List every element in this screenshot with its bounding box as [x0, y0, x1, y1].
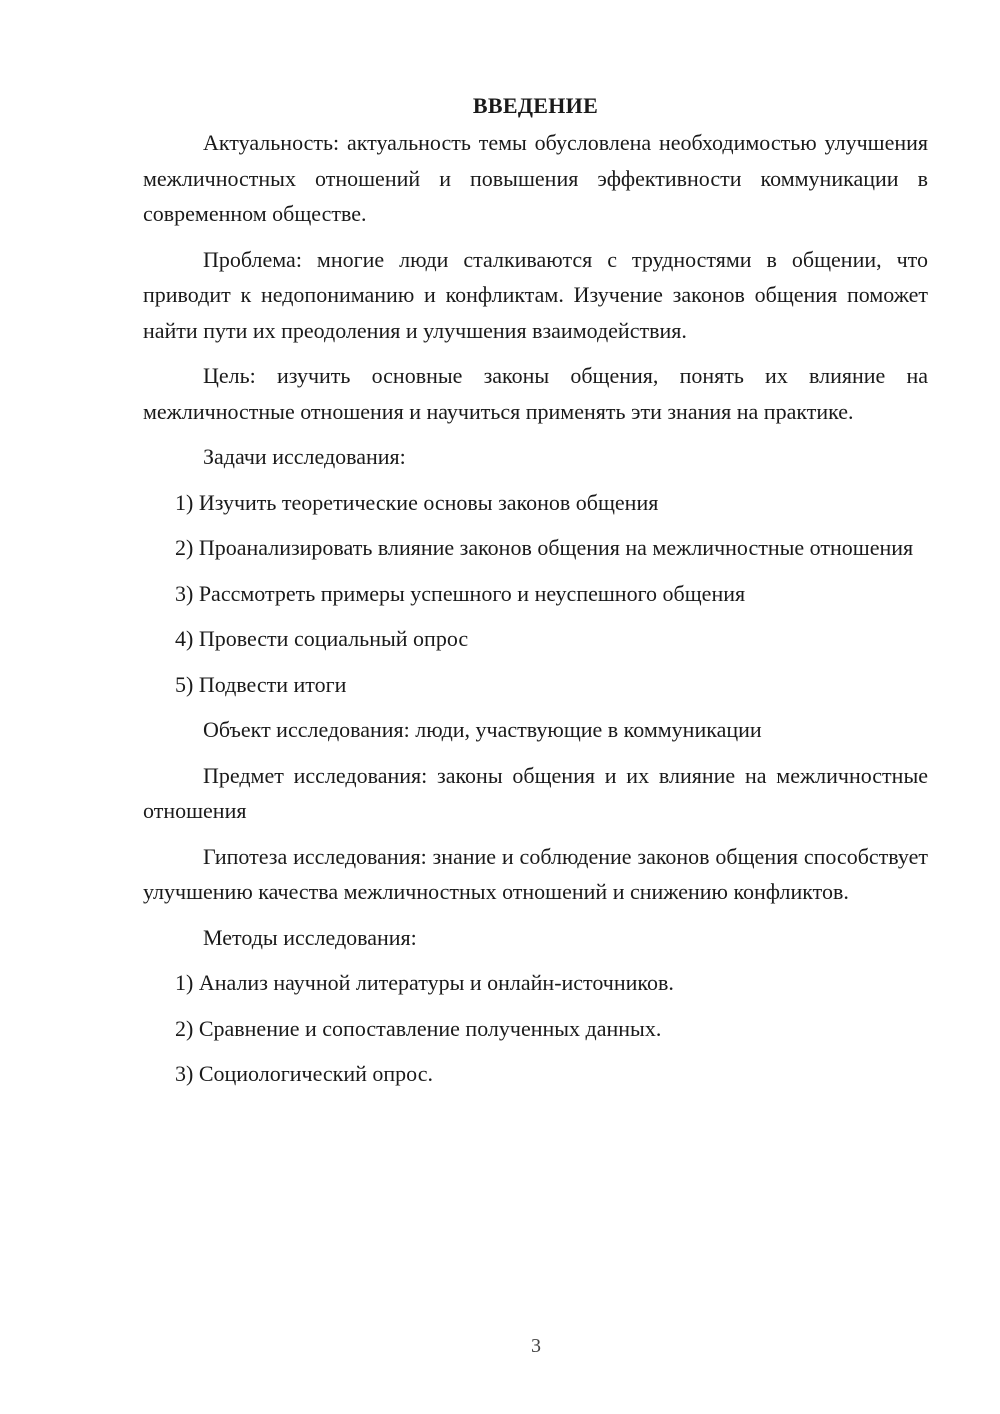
method-item: 3) Социологический опрос. [175, 1061, 433, 1086]
relevance-paragraph: Актуальность: актуальность темы обусловлена необходимостью улучшения межличностных отношений и повышения эффективности коммуникации в современном обществе. [143, 130, 928, 226]
subject-paragraph: Предмет исследования: законы общения и их влияние на межличностные отношения [143, 762, 928, 823]
goal-paragraph: Цель: изучить основные законы общения, понять их влияние на межличностные отношения и научиться применять эти знания на практике. [143, 363, 928, 424]
task-item: 1) Изучить теоретические основы законов общения [175, 489, 659, 515]
method-item: 1) Анализ научной литературы и онлайн-источников. [175, 970, 674, 995]
task-item: 5) Подвести итоги [175, 671, 347, 697]
page-content [143, 88, 928, 1102]
problem-paragraph: Проблема: многие люди сталкиваются с трудностями в общении, что приводит к недопониманию и конфликтам. Изучение законов общения поможет найти пути их преодоления и улучшения взаимодействия. [143, 246, 928, 343]
task-item: 4) Провести социальный опрос [175, 626, 469, 651]
section-heading: ВВЕДЕНИЕ [472, 93, 599, 118]
tasks-title: Задачи исследования: [203, 444, 406, 469]
object-paragraph: Объект исследования: люди, участвующие в коммуникации [203, 717, 762, 742]
page-number: 3 [531, 1335, 541, 1357]
hypothesis-paragraph: Гипотеза исследования: знание и соблюдение законов общения способствует улучшению качества межличностных отношений и снижению конфликтов. [143, 843, 928, 904]
methods-title: Методы исследования: [203, 924, 417, 950]
task-item: 3) Рассмотреть примеры успешного и неуспешного общения [175, 580, 746, 606]
task-item: 2) Проанализировать влияние законов общения на межличностные отношения [175, 535, 914, 560]
method-item: 2) Сравнение и сопоставление полученных данных. [175, 1015, 662, 1041]
